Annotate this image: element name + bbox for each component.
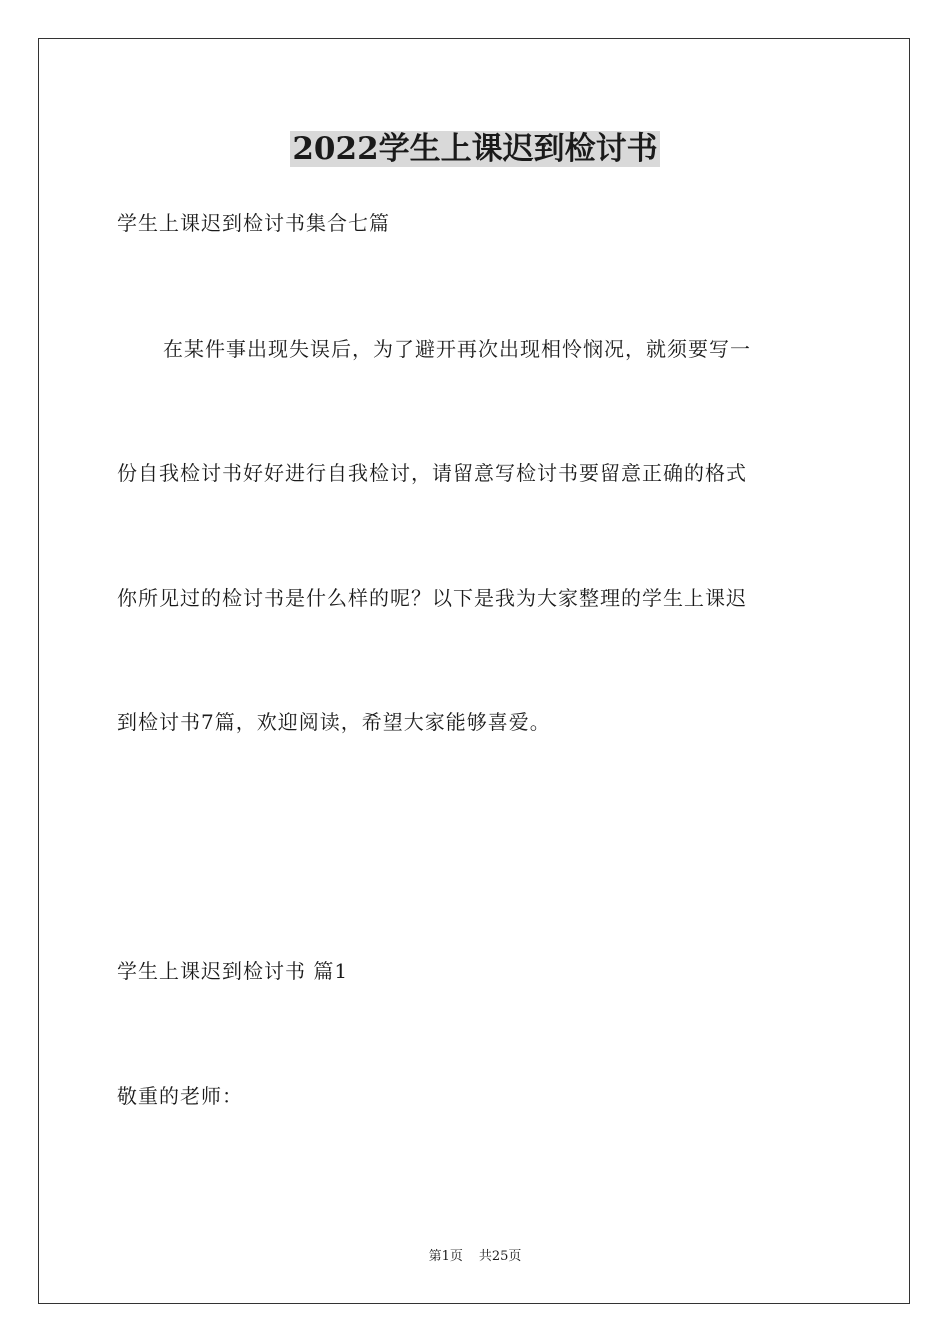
page-total: 共25页 [478,1249,522,1264]
document-title [0,128,950,170]
section-heading: 学生上课迟到检讨书 篇1 [117,959,349,983]
intro-line-1: 在某件事出现失误后，为了避开再次出现相怜悯况，就须要写一 [163,337,751,361]
document-subtitle: 学生上课迟到检讨书集合七篇 [117,211,390,235]
intro-line-3: 你所见过的检讨书是什么样的呢？以下是我为大家整理的学生上课迟 [117,586,747,610]
salutation: 敬重的老师： [117,1084,243,1108]
intro-line-2: 份自我检讨书好好进行自我检讨，请留意写检讨书要留意正确的格式 [117,461,747,485]
intro-line-4: 到检讨书7篇，欢迎阅读，希望大家能够喜爱。 [117,710,551,734]
page-number: 第1页 [428,1249,463,1264]
document-title-text: 2022学生上课迟到检讨书 [292,131,658,167]
page-footer [0,1248,950,1266]
